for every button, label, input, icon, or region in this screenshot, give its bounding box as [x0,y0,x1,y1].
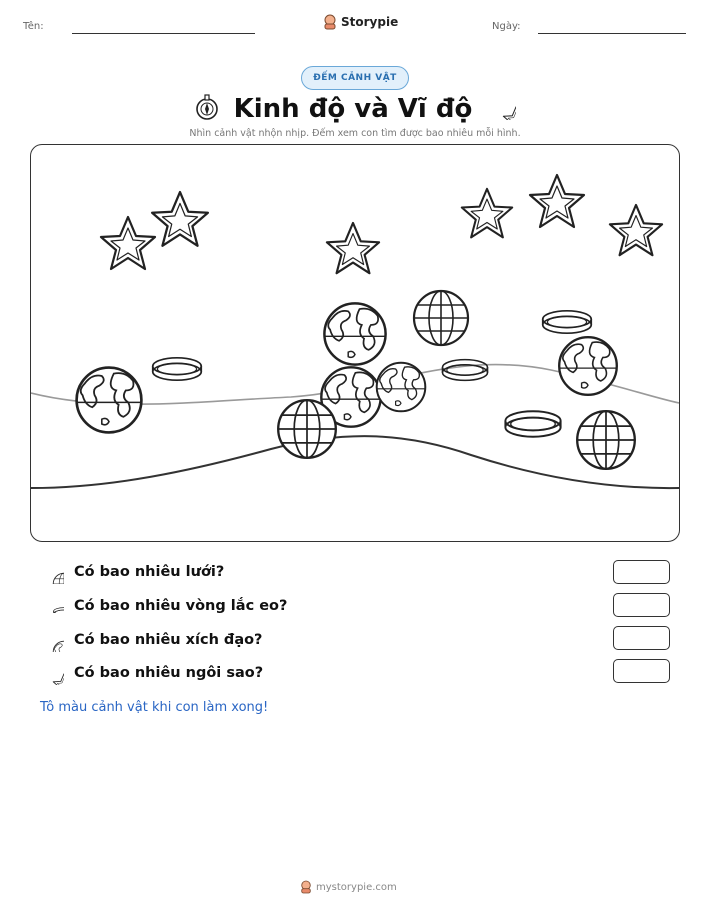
star-2 [152,192,208,246]
hoop-1 [153,358,202,380]
earth-4 [377,363,426,412]
answer-box[interactable] [613,626,670,650]
question-text: Có bao nhiêu lưới? [74,564,225,580]
footer-url: mystorypie.com [316,881,397,893]
grid-globe-3 [577,411,635,469]
page-title [150,92,560,124]
star-icon [40,661,64,685]
question-row [40,628,262,652]
question-row [40,560,224,584]
category-badge: ĐẾM CẢNH VẬT [301,66,409,90]
question-row [40,594,287,618]
star-1 [101,217,155,269]
question-text: Có bao nhiêu xích đạo? [74,632,263,648]
storypie-logo-icon [323,14,337,30]
earth-2 [324,303,385,364]
brand-name: Storypie [341,15,399,29]
title-text: Kinh độ và Vĩ độ [233,94,473,124]
star-3 [327,223,379,273]
answer-box[interactable] [613,593,670,617]
hoop-icon [40,599,64,613]
name-label: Tên: [23,21,44,32]
star-4 [462,189,512,238]
earth-1 [77,368,142,433]
earth-5 [559,337,617,395]
grid-globe-1 [414,291,468,345]
footer [300,880,397,894]
date-label: Ngày: [492,21,521,32]
hoop-3 [442,360,487,381]
subtitle: Nhìn cảnh vật nhộn nhịp. Đếm xem con tìm được bao nhiêu mỗi hình. [189,128,521,139]
name-line[interactable] [72,33,255,34]
star-6 [610,205,662,255]
answer-box[interactable] [613,560,670,584]
question-text: Có bao nhiêu ngôi sao? [74,665,264,681]
compass-icon [194,93,220,121]
grid-globe-icon [40,560,64,584]
question-text: Có bao nhiêu vòng lắc eo? [74,598,288,614]
star-5 [530,175,584,227]
question-row [40,661,263,685]
coloring-instruction: Tô màu cảnh vật khi con làm xong! [40,700,269,715]
answer-box[interactable] [613,659,670,683]
date-line[interactable] [538,33,686,34]
grid-globe-2 [278,400,336,458]
hoop-4 [505,411,560,437]
scene-panel [30,144,680,542]
earth-globe-icon [40,628,64,652]
scene-illustration [31,145,679,541]
storypie-logo-icon [300,880,312,894]
hoop-2 [543,311,592,333]
title-star-icon [488,92,516,120]
brand-logo [323,14,398,30]
